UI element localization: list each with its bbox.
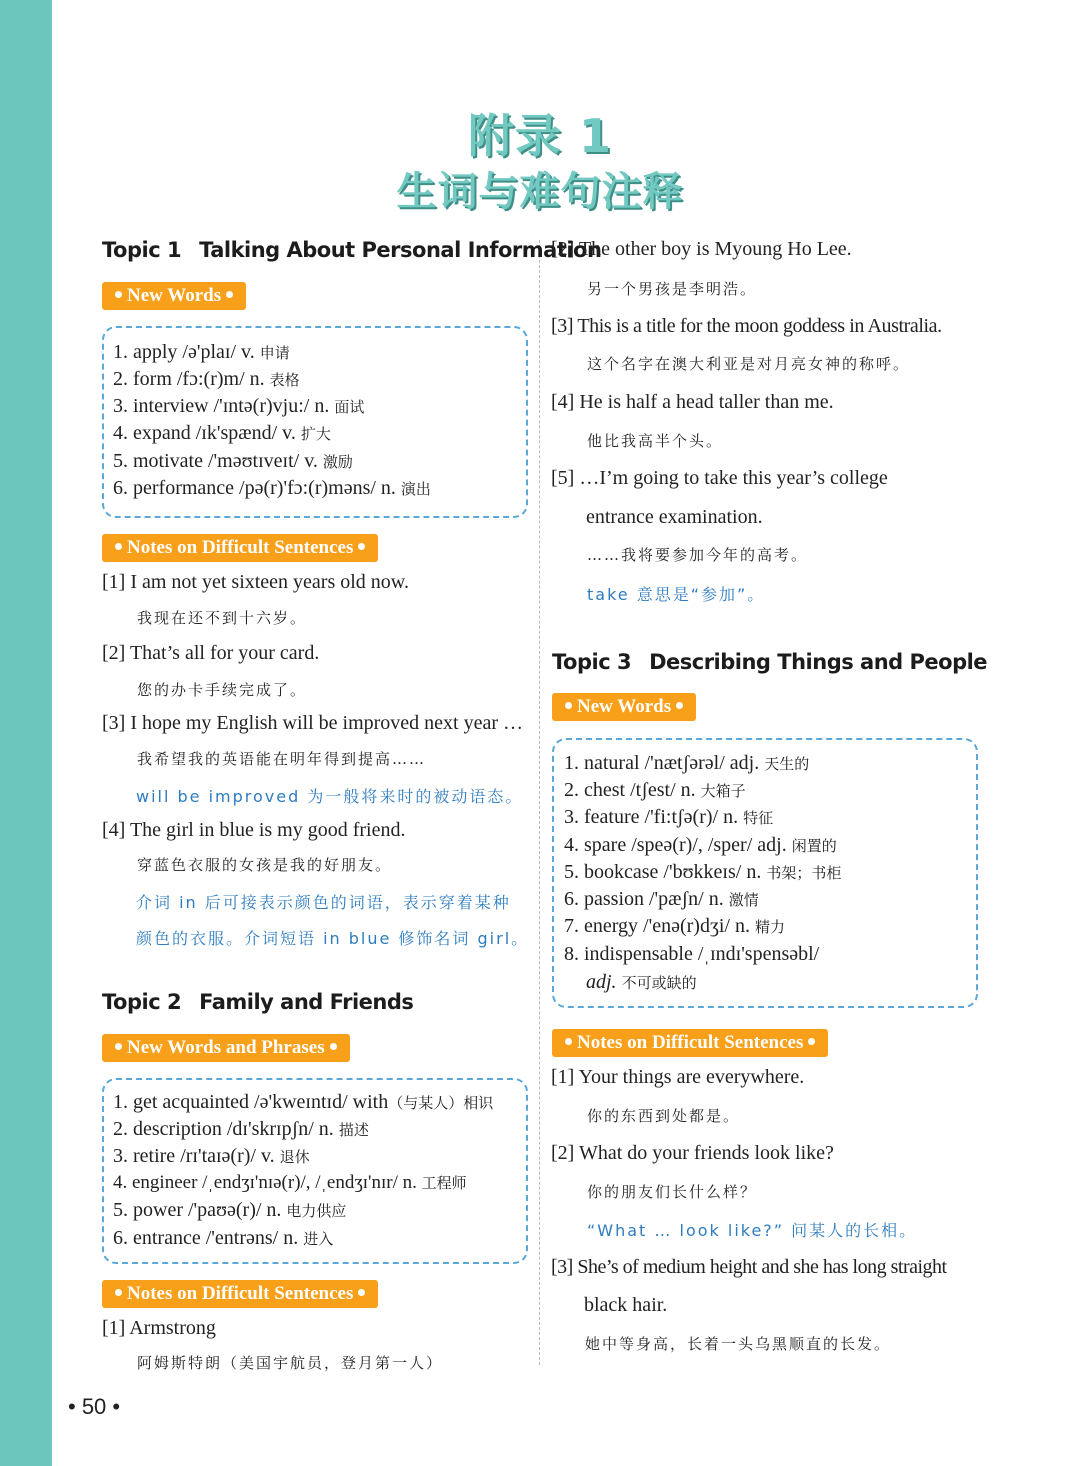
appendix-title: 附录 1	[467, 109, 613, 163]
note-translation: 他比我高半个头。	[587, 432, 724, 450]
notes-tag	[102, 1280, 378, 1308]
bullet-dot-icon	[115, 543, 122, 550]
note-translation: 您的办卡手续完成了。	[137, 681, 308, 699]
word-en: 2. description /dɪ'skrɪpʃn/ n.	[113, 1118, 334, 1140]
word-entry	[113, 1091, 493, 1114]
word-zh: （与某人）相识	[388, 1094, 494, 1112]
word-en: 8. indispensable /ˌɪndɪ'spensəbl/	[564, 943, 820, 965]
bullet-dot-icon	[226, 291, 233, 298]
word-en: 5. power /'paʊə(r)/ n.	[113, 1199, 282, 1221]
tag-label: Notes on Difficult Sentences	[127, 1283, 354, 1304]
notes-tag	[102, 534, 378, 562]
word-en: 1. get acquainted /ə'kweɪntɪd/ with	[113, 1091, 389, 1113]
word-en: 2. form /fɔ:(r)m/ n.	[113, 368, 265, 390]
word-zh: 表格	[269, 371, 300, 389]
note-sentence: [3] She’s of medium height and she has long straight	[551, 1256, 947, 1278]
tag-label: New Words and Phrases	[127, 1037, 325, 1058]
word-zh: 电力供应	[286, 1202, 347, 1220]
note-sentence: [1] Your things are everywhere.	[551, 1066, 805, 1088]
bullet-dot-icon	[115, 291, 122, 298]
word-entry	[113, 1227, 333, 1250]
topic3-number: Topic 3	[552, 650, 632, 674]
note-sentence-cont: entrance examination.	[586, 506, 763, 528]
word-en: 6. entrance /'entrəns/ n.	[113, 1227, 299, 1249]
word-zh: 天生的	[764, 755, 810, 773]
note-translation: 我现在还不到十六岁。	[137, 609, 308, 627]
topic2-number: Topic 2	[102, 990, 182, 1014]
note-sentence: [2] That’s all for your card.	[102, 642, 320, 664]
word-en: 5. bookcase /'bʊkkeɪs/ n.	[564, 861, 762, 883]
word-entry	[564, 888, 759, 911]
topic1-number: Topic 1	[102, 238, 182, 262]
note-sentence: [4] The girl in blue is my good friend.	[102, 819, 406, 841]
note-explanation: 颜色的衣服。介词短语 in blue 修饰名词 girl。	[136, 929, 530, 948]
bullet-dot-icon	[358, 1289, 365, 1296]
topic1-title: Talking About Personal Information	[199, 238, 602, 262]
note-translation: 她中等身高，长着一头乌黑顺直的长发。	[585, 1335, 892, 1353]
word-entry	[564, 861, 841, 884]
topic2-heading	[102, 990, 413, 1014]
note-explanation: “What … look like?” 问某人的长相。	[587, 1221, 918, 1240]
word-en: 6. passion /'pæʃn/ n.	[564, 888, 724, 910]
word-entry	[113, 422, 331, 445]
notes-tag	[552, 1029, 828, 1057]
note-explanation: will be improved 为一般将来时的被动语态。	[136, 787, 524, 806]
new-words-tag	[102, 282, 246, 310]
note-translation: 阿姆斯特朗（美国宇航员，登月第一人）	[137, 1354, 444, 1372]
note-sentence: [5] …I’m going to take this year’s college	[551, 467, 888, 489]
note-translation: 这个名字在澳大利亚是对月亮女神的称呼。	[587, 355, 911, 373]
word-en: 1. apply /ə'plaɪ/ v.	[113, 341, 255, 363]
topic1-heading	[102, 238, 601, 262]
word-en: 5. motivate /'məʊtɪveɪt/ v.	[113, 450, 318, 472]
word-entry	[113, 477, 431, 500]
word-entry	[113, 450, 353, 473]
bullet-dot-icon	[358, 543, 365, 550]
word-entry	[586, 971, 697, 994]
word-entry	[564, 943, 819, 966]
note-translation: 我希望我的英语能在明年得到提高……	[137, 750, 427, 768]
note-translation: 另一个男孩是李明浩。	[587, 280, 758, 298]
word-entry	[113, 341, 290, 364]
word-entry	[113, 1145, 310, 1168]
word-zh: 演出	[400, 480, 431, 498]
word-en: 7. energy /'enə(r)dʒi/ n.	[564, 915, 750, 937]
note-sentence: [1] I am not yet sixteen years old now.	[102, 571, 409, 593]
new-words-tag	[552, 693, 696, 721]
word-zh: 精力	[754, 918, 785, 936]
word-entry	[113, 1199, 346, 1222]
word-zh: 面试	[334, 398, 365, 416]
word-zh: 激励	[322, 453, 353, 471]
word-zh: 不可或缺的	[621, 974, 697, 992]
note-translation: 你的朋友们长什么样？	[587, 1183, 758, 1201]
bullet-dot-icon	[565, 1038, 572, 1045]
word-en: 4. engineer /ˌendʒɪ'nɪə(r)/, /ˌendʒɪ'nɪr/ n.	[113, 1172, 417, 1193]
topic2-title: Family and Friends	[199, 990, 414, 1014]
word-zh: 退休	[279, 1148, 310, 1166]
teal-side-strip	[0, 0, 52, 1466]
appendix-subtitle: 生词与难句注释	[396, 169, 684, 215]
word-entry	[564, 806, 773, 829]
word-zh: 申请	[259, 344, 290, 362]
bullet-dot-icon	[676, 702, 683, 709]
column-divider	[539, 240, 540, 1365]
word-en: 4. expand /ɪk'spænd/ v.	[113, 422, 296, 444]
word-zh: 工程师	[421, 1174, 467, 1192]
word-entry	[564, 915, 785, 938]
tag-label: New Words	[127, 285, 222, 306]
word-zh: 特征	[743, 809, 774, 827]
bullet-dot-icon	[115, 1043, 122, 1050]
word-zh: 闲置的	[791, 837, 837, 855]
page-number: • 50 •	[68, 1394, 121, 1419]
word-zh: 书架；书柜	[766, 864, 842, 882]
word-entry	[113, 368, 300, 391]
word-zh: 进入	[303, 1230, 334, 1248]
word-en: 3. feature /'fi:tʃə(r)/ n.	[564, 806, 739, 828]
bullet-dot-icon	[330, 1043, 337, 1050]
word-en: 4. spare /speə(r)/, /sper/ adj.	[564, 834, 787, 856]
note-translation: ……我将要参加今年的高考。	[587, 546, 809, 564]
topic3-heading	[552, 650, 987, 674]
word-zh: 描述	[338, 1121, 369, 1139]
word-en: 3. interview /'ɪntə(r)vju:/ n.	[113, 395, 330, 417]
word-en: 1. natural /'nætʃərəl/ adj.	[564, 752, 760, 774]
note-sentence: [1] Armstrong	[102, 1317, 216, 1339]
new-words-tag	[102, 1034, 350, 1062]
word-entry	[564, 834, 837, 857]
note-explanation: take 意思是“参加”。	[587, 585, 766, 604]
bullet-dot-icon	[565, 702, 572, 709]
word-entry	[113, 395, 364, 418]
word-entry	[564, 779, 746, 802]
tag-label: Notes on Difficult Sentences	[577, 1032, 804, 1053]
word-zh: 扩大	[300, 425, 331, 443]
note-translation: 穿蓝色衣服的女孩是我的好朋友。	[137, 856, 393, 874]
word-en: 2. chest /tʃest/ n.	[564, 779, 696, 801]
note-sentence: [3] I hope my English will be improved next year …	[102, 712, 524, 734]
note-sentence-cont: black hair.	[584, 1294, 668, 1316]
topic3-title: Describing Things and People	[649, 650, 988, 674]
note-explanation: 介词 in 后可接表示颜色的词语，表示穿着某种	[136, 893, 511, 912]
tag-label: Notes on Difficult Sentences	[127, 537, 354, 558]
tag-label: New Words	[577, 696, 672, 717]
word-entry	[113, 1172, 467, 1194]
bullet-dot-icon	[808, 1038, 815, 1045]
note-sentence: [4] He is half a head taller than me.	[551, 391, 834, 413]
bullet-dot-icon	[115, 1289, 122, 1296]
word-en: adj.	[586, 971, 617, 993]
word-en: 6. performance /pə(r)'fɔ:(r)məns/ n.	[113, 477, 396, 499]
note-translation: 你的东西到处都是。	[587, 1107, 741, 1125]
note-sentence: [2] The other boy is Myoung Ho Lee.	[551, 238, 852, 260]
word-entry	[564, 752, 809, 775]
word-zh: 大箱子	[700, 782, 746, 800]
note-sentence: [3] This is a title for the moon goddess in Australia.	[551, 315, 942, 337]
word-en: 3. retire /rɪ'taɪə(r)/ v.	[113, 1145, 275, 1167]
note-sentence: [2] What do your friends look like?	[551, 1142, 834, 1164]
word-entry	[113, 1118, 369, 1141]
word-zh: 激情	[728, 891, 759, 909]
